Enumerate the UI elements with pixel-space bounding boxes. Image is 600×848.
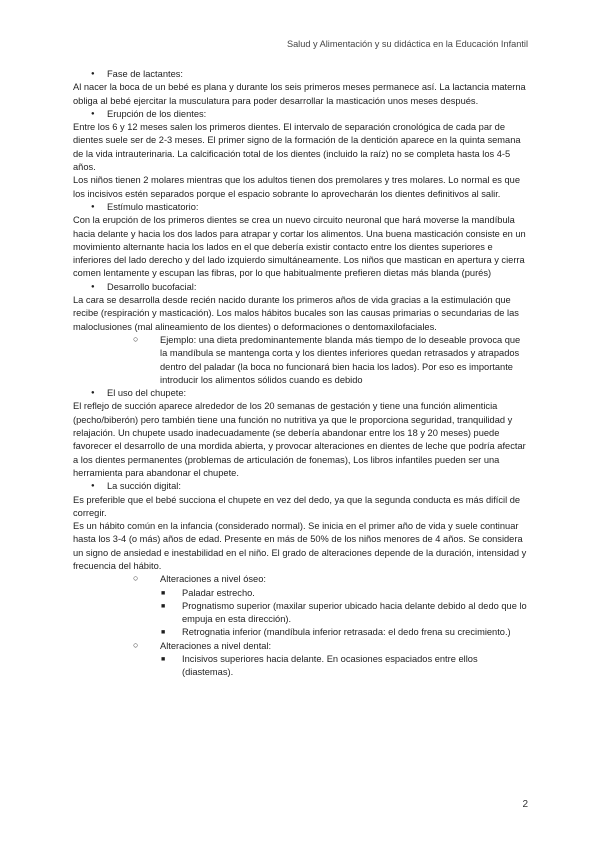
list-item: ■ Retrognatia inferior (mandíbula inferior retrasada: el dedo frena su crecimiento.): [73, 626, 529, 639]
list-item: ■ Paladar estrecho.: [73, 587, 529, 600]
list-item: ■ Prognatismo superior (maxilar superior ubicado hacia delante debido al dedo que lo empuja en esta dirección).: [73, 600, 529, 627]
running-header: Salud y Alimentación y su didáctica en la Educación Infantil: [286, 39, 528, 49]
paragraph: Es un hábito común en la infancia (considerado normal). Se inicia en el primer año de vida y suele continuar hasta los 3-4 (o más) años de edad. Presente en más de 50% de los niños menores de 4 años. Se considera un signo de ansiedad e inestabilidad en el niño. El grado de alteraciones depende de la duración, intensidad y frecuencia del hábito.: [73, 521, 527, 571]
paragraph: Con la erupción de los primeros dientes se crea un nuevo circuito neuronal que hará moverse la mandíbula hacia delante y hacia los dos lados para atrapar y cortar los alimentos. Una buena masticación consiste en un movimiento alternante hacia los lados en el que debería existir contacto entre los dientes superiores e inferiores del lado derecho y del lado izquierdo simultáneamente. Los niños que mastican en apertura y cierra comen lentamente y escupan las fibras, por lo que habitualmente prefieren dietas más blanda (purés): [73, 215, 526, 279]
heading-uso-chupete: ● El uso del chupete:: [73, 387, 529, 400]
paragraph: Los niños tienen 2 molares mientras que los adultos tienen dos premolares y tres molares. Lo normal es que los incisivos estén separados porque el espacio sobrante lo aprovecharán los dientes definitivos al salir.: [73, 175, 521, 199]
sub-bullet-alteraciones-dental: ○ Alteraciones a nivel dental:: [73, 640, 529, 653]
heading-estimulo-masticatorio: ● Estímulo masticatorio:: [73, 201, 529, 214]
heading-fase-lactantes: ● Fase de lactantes:: [73, 68, 529, 81]
heading-desarrollo-bucofacial: ● Desarrollo bucofacial:: [73, 281, 529, 294]
sub-bullet-ejemplo: ○ Ejemplo: una dieta predominantemente blanda más tiempo de lo deseable provoca que la mandíbula se mantenga corta y los dientes inferiores quedan retrasados y atrapados dentro del paladar (la boca no funcionará bien hacia los lados). Por eso es importante introducir los alimentos sólidos cuando es debido: [73, 334, 529, 387]
sub-bullet-alteraciones-oseo: ○ Alteraciones a nivel óseo:: [73, 573, 529, 586]
paragraph: Es preferible que el bebé succiona el chupete en vez del dedo, ya que la segunda conducta es más difícil de corregir.: [73, 494, 521, 518]
list-item: ■ Incisivos superiores hacia delante. En ocasiones espaciados entre ellos (diastemas).: [73, 653, 529, 680]
heading-succion-digital: ● La succión digital:: [73, 480, 529, 493]
page-number: 2: [522, 799, 528, 810]
page-content: [73, 68, 529, 680]
paragraph: Al nacer la boca de un bebé es plana y durante los seis primeros meses permanece así. La lactancia materna obliga al bebé ejercitar la musculatura para poder desarrollar la masticación unos meses después.: [73, 82, 526, 106]
heading-erupcion-dientes: ● Erupción de los dientes:: [73, 108, 529, 121]
paragraph: Entre los 6 y 12 meses salen los primeros dientes. El intervalo de separación cronológica de cada par de dientes suele ser de 2-3 meses. El primer signo de la formación de la dentición aparece en la quinta semana de la vida intrauterinaria. La calcificación total de los dientes (incluido la raíz) no se completa hasta los 4-5 años.: [73, 122, 521, 173]
paragraph: La cara se desarrolla desde recién nacido durante los primeros años de vida gracias a la estimulación que recibe (respiración y masticación). Los malos hábitos bucales son las causas primarias o secundarias de las maloclusiones (mal alineamiento de los dientes) o deformaciones o dentomaxilofaciales.: [73, 295, 519, 332]
paragraph: El reflejo de succión aparece alrededor de los 20 semanas de gestación y tiene una función alimenticia (pecho/biberón) pero también tiene una función no nutritiva ya que le proporciona seguridad, tranquilidad y relajación. Un chupete usado inadecuadamente (se debería abandonar entre los 18 y 20 meses) puede favorecer el desarrollo de una mordida abierta, y provocar alteraciones en dientes de leche que podría afectar a los dientes permanentes (problemas de articulación de fonemas), Los libros infantiles pueden ser una herramienta para abandonar el chupete.: [73, 401, 526, 478]
